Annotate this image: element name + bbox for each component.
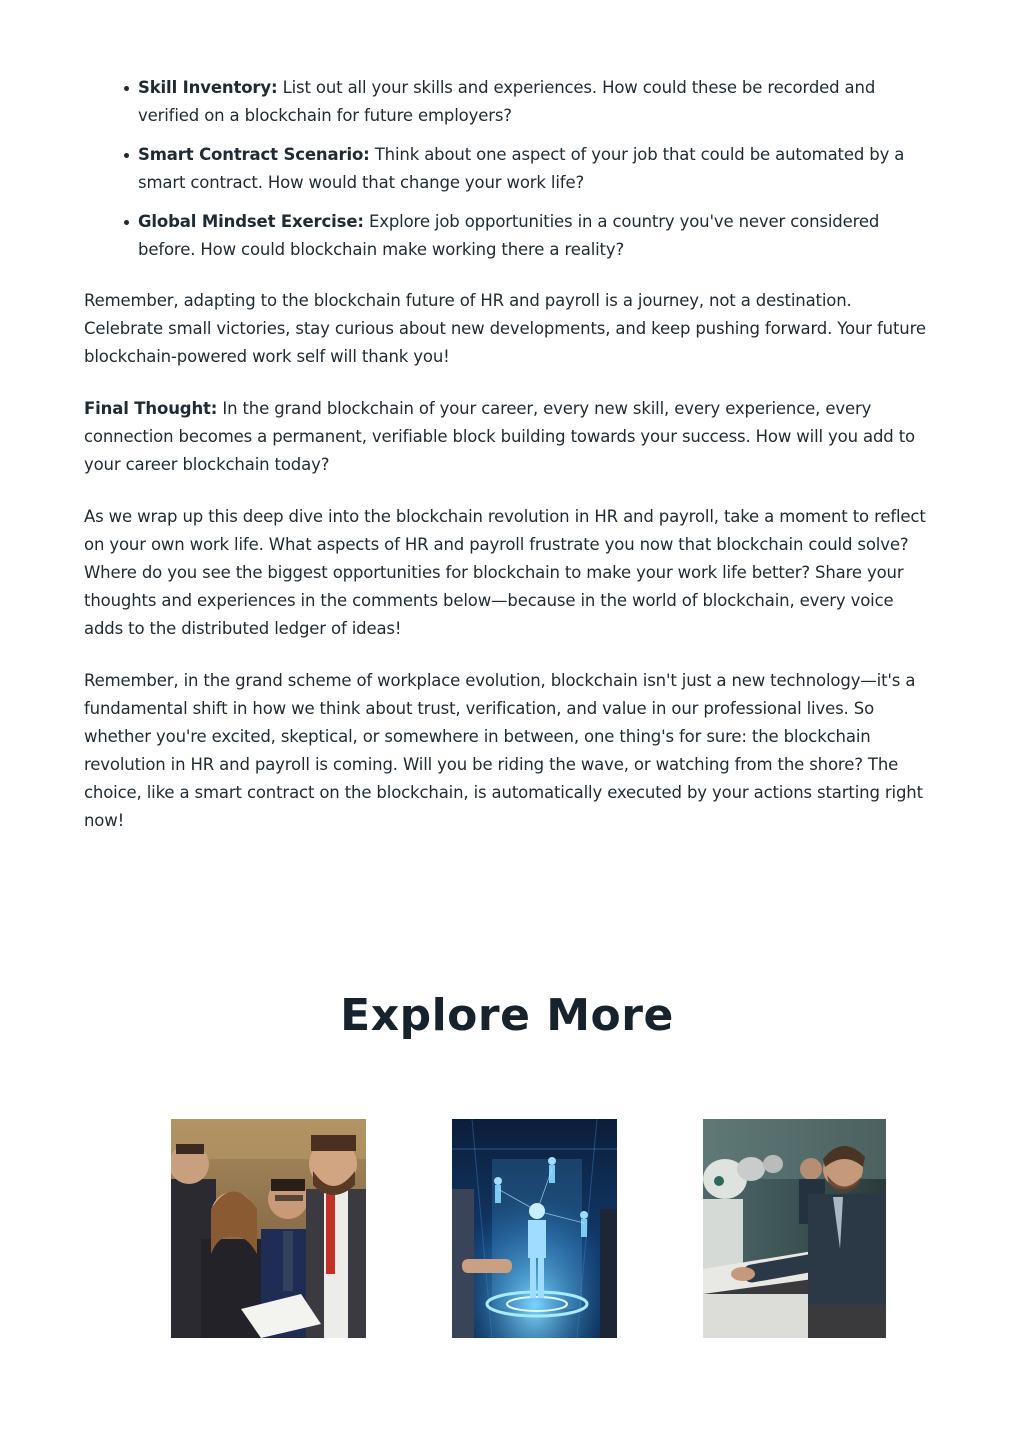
article-body [84,74,934,835]
hologram-photo [452,1119,617,1338]
list-item-skill-inventory [138,74,934,130]
list-item-text: List out all your skills and experiences. How could these be recorded and verified on a blockchain for future employers? [138,78,876,125]
paragraph-remember-journey: Remember, adapting to the blockchain future of HR and payroll is a journey, not a destination. Celebrate small victories, stay curious about new developments, and keep pushing forward. Your future blockchain-powered work self will thank you! [84,291,926,366]
list-item-text: Explore job opportunities in a country you've never considered before. How could blockchain make working there a reality? [138,212,880,259]
list-item-smart-contract-scenario [138,141,934,197]
paragraph-closing: Remember, in the grand scheme of workplace evolution, blockchain isn't just a new technology—it's a fundamental shift in how we think about trust, verification, and value in our professional lives. So whether you're excited, skeptical, or somewhere in between, one thing's for sure: the blockchain revolution in HR and payroll is coming. Will you be riding the wave, or watching from the shore? The choice, like a smart contract on the blockchain, is automatically executed by your actions starting right now! [84,671,923,830]
list-item-text: Think about one aspect of your job that could be automated by a smart contract. How would that change your work life? [138,145,905,192]
explore-more-heading: Explore More [340,990,674,1041]
explore-card-hologram-image[interactable] [452,1119,617,1338]
final-thought-label: Final Thought: [84,399,218,418]
list-item-label: Smart Contract Scenario: [138,145,370,164]
list-item-label: Global Mindset Exercise: [138,212,364,231]
final-thought-text: In the grand blockchain of your career, every new skill, every experience, every connection becomes a permanent, verifiable block building towards your success. How will you add to your career blockchain today? [84,399,915,474]
robots-office-photo [703,1119,886,1338]
list-item-label: Skill Inventory: [138,78,278,97]
activity-list [138,74,934,264]
paragraph-final-thought [84,395,934,479]
list-item-global-mindset-exercise [138,208,934,264]
paragraph-wrap-up: As we wrap up this deep dive into the blockchain revolution in HR and payroll, take a moment to reflect on your own work life. What aspects of HR and payroll frustrate you now that blockchain could solve? Where do you see the biggest opportunities for blockchain to make your work life better? Share your thoughts and experiences in the comments below—because in the world of blockchain, every voice adds to the distributed ledger of ideas! [84,507,926,638]
team-meeting-photo [171,1119,366,1338]
explore-card-robots-office-image[interactable] [703,1119,886,1338]
explore-card-team-meeting-image[interactable] [171,1119,366,1338]
